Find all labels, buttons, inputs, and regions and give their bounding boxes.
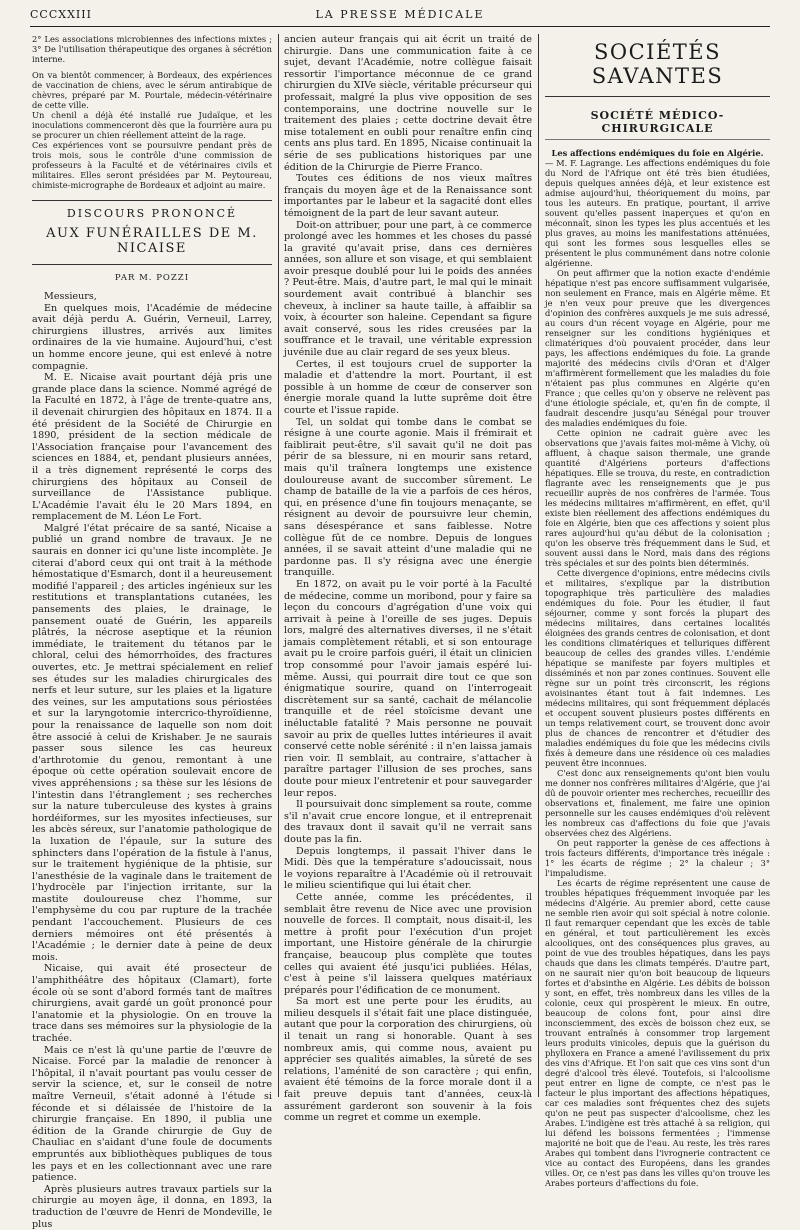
body-paragraph: M. E. Nicaise avait pourtant déjà pris une grande place dans la science. Nommé agrégé de la Faculté en 1872, à l'âge de trente-quatre ans, il devenait chirurgien des hôpitaux en 1874. Il a été président de la Société de Chirurgie en 1890, président de la section médicale de l'Association française pour l'avancement des sciences en 1884, et, pendant plusieurs années, il a très dignement représenté le corps des chirurgiens des hôpitaux au Conseil de surveillance de l'Assistance publique. L'Académie l'avait élu le 20 Mars 1894, en remplacement de M. Léon Le Fort. [32, 372, 272, 523]
running-header [30, 6, 770, 26]
body-paragraph: Cette année, comme les précédentes, il semblait être revenu de Nice avec une provision nouvelle de forces. Il comptait, nous disait-il, les mettre à profit pour l'exécution d'un projet important, une Histoire générale de la chirurgie française, beaucoup plus complète que toutes celles qui avaient été jusqu'ici publiées. Hélas, c'est à peine s'il laissera quelques matériaux préparés pour l'édification de ce monument. [284, 891, 532, 996]
body-paragraph: On peut affirmer que la notion exacte d'endémie hépatique n'est pas encore suffisamment vulgarisée, non seulement en France, mais en Algérie même. Et je n'en veux pour preuve que les divergences d'opinion des confrères auxquels je me suis adressé, au cours d'un récent voyage en Algérie, pour me renseigner sur les conditions hygiéniques et climatériques d'où pouvaient procéder, dans leur pays, les affections endémiques du foie. La grande majorité des médecins civils d'Oran et d'Alger m'affirmèrent formellement que les maladies du foie n'étaient pas plus communes en Algérie qu'en France ; que celles qu'on y observe ne relèvent pas d'une étiologie spéciale, et, qu'en fin de compte, il faudrait descendre jusqu'au Sénégal pour trouver des maladies endémiques du foie. [545, 268, 770, 428]
body-paragraph: Tel, un soldat qui tombe dans le combat se résigne à une courte agonie. Mais il frémirait et faiblirait peut-être, s'il savait qu'il ne doit pas périr de sa blessure, ni en mourir sans retard, mais qu'il traînera longtemps une existence douloureuse avant de succomber sûrement. Le champ de bataille de la vie a parfois de ces héros, qui, en présence d'une fin toujours menaçante, se résignent au devoir de poursuivre leur chemin, sans désespérance et sans faiblesse. Notre collègue fût de ce nombre. Depuis de longues années, il se savait atteint d'une maladie qui ne pardonne pas. Il s'y résigna avec une énergie tranquille. [284, 416, 532, 579]
column-divider [278, 34, 279, 1097]
note-paragraph: 2° Les associations microbiennes des infections mixtes ; 3° De l'utilisation thérapeutique des organes à sécrétion interne. [32, 34, 272, 64]
body-paragraph: Certes, il est toujours cruel de supporter la maladie et d'attendre la mort. Pourtant, il est possible à un homme de cœur de conserver son énergie morale quand la lutte suprême doit être courte et l'issue rapide. [284, 358, 532, 416]
column-2 [284, 34, 532, 1124]
body-paragraph: Sa mort est une perte pour les érudits, au milieu desquels il s'était fait une place distinguée, autant que pour la corporation des chirurgiens, où il tenait un rang si honorable. Quant à ses nombreux amis, qui comme nous, avaient pu apprécier ses qualités aimables, la sûreté de ses relations, l'aménité de son caractère ; qui enfin, avaient été témoins de la force morale dont il a fait preuve depuis tant d'années, ceux-là assurément garderont son souvenir à la fois comme un regret et comme un exemple. [284, 996, 532, 1124]
column-1 [32, 34, 272, 1230]
body-paragraph: On peut rapporter la genèse de ces affections à trois facteurs différents, d'importance très inégale : 1° les écarts de régime ; 2° la chaleur ; 3° l'impaludisme. [545, 838, 770, 878]
section-title: SOCIÉTÉS SAVANTES [545, 34, 770, 97]
body-paragraph: Malgré l'état précaire de sa santé, Nicaise a publié un grand nombre de travaux. Je ne saurais en donner ici qu'une liste incomplète. Je citerai d'abord ceux qui ont trait à la méthode hémostatique d'Esmarch, dont il a heureusement modifié l'appareil ; des articles ingénieux sur les restitutions et transplantations cutanées, les pansements des plaies, le drainage, le pansement ouaté de Guérin, les appareils plâtrés, la nécrose aseptique et la réunion immédiate, le traitement du tétanos par le chloral, celui des hémorrhoïdes, des fractures ouvertes, etc. Je mettrai spécialement en relief ses études sur les maladies chirurgicales des nerfs et leur suture, sur les plaies et la ligature des veines, sur les amputations sous périostées et sur la laryngotomie intercrico-thyroïdienne, pour la renaissance de laquelle son nom doit être associé à celui de Krishaber. Je ne saurais passer sous silence les cas heureux d'arthrotomie du genou, remontant à une époque où cette opération soulevait encore de vives appréhensions ; sa thèse sur les lésions de l'intestin dans l'étranglement ; ses recherches sur la nature tuberculeuse des kystes à grains hordéiformes, sur les myosites infectieuses, sur les abcès séreux, sur l'anatomie pathologique de la luxation de l'épaule, sur la suture des sphincters dans l'opération de la fistule à l'anus, sur le traitement hygiénique de la phtisie, sur l'anesthésie de la vaginale dans le traitement de l'hydrocèle par l'injection irritante, sur la mastite douloureuse chez l'homme, sur l'emphysème du cou par rupture de la trachée pendant l'accouchement. Plusieurs de ces derniers mémoires ont été présentés à l'Académie ; le dernier date à peine de deux mois. [32, 522, 272, 963]
body-paragraph: En quelques mois, l'Académie de médecine avait déjà perdu A. Guérin, Verneuil, Larrey, chirurgiens illustres, arrivés aux limites ordinaires de la vie humaine. Aujourd'hui, c'est un homme encore jeune, qui est enlevé à notre compagnie. [32, 302, 272, 372]
page-number: CCCXXIII [30, 8, 92, 21]
article-title: Les affections endémiques du foie en Algérie. [551, 148, 764, 158]
header-rule [30, 26, 770, 27]
body-paragraph: Toutes ces éditions de nos vieux maîtres français du moyen âge et de la Renaissance sont importantes par le labeur et la sagacité dont elles témoignent de la part de leur savant auteur. [284, 173, 532, 219]
society-heading: SOCIÉTÉ MÉDICO-CHIRURGICALE [545, 109, 770, 140]
speech-title: DISCOURS PRONONCÉ [66, 207, 238, 220]
speech-heading [32, 200, 272, 265]
news-notes [32, 34, 272, 190]
body-paragraph: Il poursuivait donc simplement sa route, comme s'il n'avait crue encore longue, et il entreprenait des travaux dont il savait qu'il ne verrait sans doute pas la fin. [284, 799, 532, 845]
body-paragraph: En 1872, on avait pu le voir porté à la Faculté de médecine, comme un moribond, pour y faire sa leçon du concours d'agrégation d'une voix qui arrivait à peine à l'oreille de ses juges. Depuis lors, malgré des alternatives diverses, il ne s'était jamais complètement rétabli, et si son entourage avait pu le croire parfois guéri, il était un clinicien trop consommé pour l'avoir jamais espéré lui-même. Aussi, qui pourrait dire tout ce que son énigmatique sourire, quand on l'interrogeait discrètement sur sa santé, cachait de mélancolie tranquille et de réel stoïcisme devant une inéluctable fatalité ? Mais personne ne pouvait savoir au prix de quelles luttes intérieures il avait conservé cette noble sérénité : il n'en laissa jamais rien voir. Il semblait, au contraire, s'attacher à paraître partager l'illusion de ses proches, sans doute pour mieux l'entretenir et pour sauvegarder leur repos. [284, 578, 532, 799]
body-paragraph: Messieurs, [44, 291, 97, 302]
column-3 [545, 34, 770, 1188]
body-paragraph: Après plusieurs autres travaux partiels sur la chirurgie au moyen âge, il donna, en 1893, la traduction de l'œuvre de Henri de Mondeville, le plus [32, 1183, 272, 1230]
note-paragraph: Un chenil a déjà été installé rue Judaïque, et les inoculations commenceront dès que la fourrière aura pu se procurer un chien réellement atteint de la rage. [32, 110, 272, 140]
body-paragraph: Cette opinion ne cadrait guère avec les observations que j'avais faites moi-même à Vichy, où affluent, à chaque saison thermale, une grande quantité d'Algériens porteurs d'affections hépatiques. Elle se trouva, du reste, en contradiction flagrante avec les renseignements que je pus recueillir auprès de nos confrères de l'armée. Tous les médecins militaires m'affirmèrent, en effet, qu'il existe bien réellement des affections endémiques du foie en Algérie, bien que ces affections y soient plus rares aujourd'hui qu'au début de la colonisation ; qu'on les observe très fréquemment dans le Sud, et souvent aussi dans le Nord, mais dans des régions très spéciales et sur des points bien déterminés. [545, 428, 770, 568]
body-paragraph: Les écarts de régime représentent une cause de troubles hépatiques fréquemment invoquée par les médecins d'Algérie. Au premier abord, cette cause ne semble rien avoir qui soit spécial à notre colonie. Il faut remarquer cependant que les excès de table en général, et tout particulièrement les excès alcooliques, ont des conséquences plus graves, au point de vue des troubles hépatiques, dans les pays chauds que dans les climats tempérés. D'autre part, on ne saurait nier qu'on boit beaucoup de liqueurs fortes et d'absinthe en Algérie. Les débits de boisson y sont, en effet, très nombreux dans les villes de la colonie, ceux qui prospèrent le mieux. En outre, beaucoup de colons font, pour ainsi dire inconsciemment, des excès de boisson chez eux, se trouvant entraînés à consommer trop largement leurs produits vinicoles, depuis que la guérison du phylloxera en France a amené l'avilissement du prix des vins d'Afrique. Et l'on sait que ces vins sont d'un degré d'alcool très élevé. Toutefois, si l'alcoolisme peut entrer en ligne de compte, ce n'est pas le facteur le plus important des affections hépatiques, car ces maladies sont fréquentes chez des sujets qu'on ne peut pas suspecter d'alcoolisme, chez les Arabes. L'indigène est très attaché à sa religion, qui lui défend les boissons fermentées ; l'immense majorité ne boit que de l'eau. Au reste, les très rares Arabes qui tombent dans l'ivrognerie contractent ce vice au contact des Européens, dans les grandes villes. Or, ce n'est pas dans les villes qu'on trouve les Arabes porteurs d'affections du foie. [545, 878, 770, 1188]
body-paragraph: C'est donc aux renseignements qu'ont bien voulu me donner nos confrères militaires d'Algérie, que j'ai dû de pouvoir orienter mes recherches, recueillir des observations et, finalement, me faire une opinion personnelle sur les causes endémiques d'où relèvent les nombreux cas d'affections du foie que j'avais observées chez des Algériens. [545, 768, 770, 838]
column-divider [538, 34, 539, 1097]
note-paragraph: On va bientôt commencer, à Bordeaux, des expériences de vaccination de chiens, avec le sérum antirabique de chèvres, préparé par M. Pourtale, médecin-vétérinaire de cette ville. [32, 70, 272, 110]
body-paragraph: Depuis longtemps, il passait l'hiver dans le Midi. Dès que la température s'adoucissait, nous le voyions reparaître à l'Académie où il retrouvait le milieu scientifique qui lui était cher. [284, 845, 532, 892]
speech-subtitle: AUX FUNÉRAILLES DE M. NICAISE [46, 226, 258, 256]
body-paragraph: ancien auteur français qui ait écrit un traité de chirurgie. Dans une communication faite à ce sujet, devant l'Académie, notre collègue faisait ressortir l'importance méconnue de ce grand chirurgien du XIVe siècle, véritable précurseur qui professait, malgré la plus vive opposition de ses contemporains, une doctrine nouvelle sur le traitement des plaies ; cette doctrine devait être mise totalement en oubli pour renaître enfin cinq cents ans plus tard. En 1895, Nicaise continuait la série de ses publications historiques par une édition de la Chirurgie de Pierre Franco. [284, 34, 532, 173]
body-paragraph: Cette divergence d'opinions, entre médecins civils et militaires, s'explique par la distribution topographique très particulière des maladies endémiques du foie. Pour les étudier, il faut séjourner, comme y sont forcés la plupart des médecins militaires, dans certaines localités éloignées des grands centres de colonisation, et dont les conditions climatériques et telluriques diffèrent beaucoup de celles des grandes villes. L'endémie hépatique se manifeste par foyers multiples et disséminés et non par zones continues. Souvent elle règne sur un point très circonscrit, les régions avoisinantes étant tout à fait indemnes. Les médecins militaires, qui sont fréquemment déplacés et occupent souvent plusieurs postes différents en un temps relativement court, se trouvent donc avoir plus de chances de rencontrer et d'étudier des maladies endémiques du foie que les médecins civils fixés à demeure dans une résidence où ces maladies peuvent être inconnues. [545, 568, 770, 768]
body-paragraph: — M. F. Lagrange. Les affections endémiques du foie du Nord de l'Afrique ont été très bien étudiées, depuis quelques années déjà, et leur existence est admise aujourd'hui, théoriquement du moins, par tous les auteurs. En pratique, pourtant, il arrive souvent qu'elles passent inaperçues et qu'on en méconnaît, sinon les types les plus accentués et les plus graves, au moins les manifestations atténuées, qui sont les formes sous lesquelles elles se présentent le plus communément dans notre colonie algérienne. [545, 158, 770, 268]
body-paragraph: Mais ce n'est là qu'une partie de l'œuvre de Nicaise. Forcé par la maladie de renoncer à l'hôpital, il n'avait pourtant pas voulu cesser de servir la science, et, sur le conseil de notre maître Verneuil, s'était adonné à l'étude si féconde et si délaissée de l'histoire de la chirurgie française. En 1890, il publia une édition de la Grande chirurgie de Guy de Chauliac en s'aidant d'une foule de documents empruntés aux bibliothèques publiques de tous les pays et en les collectionnant avec une rare patience. [32, 1044, 272, 1184]
body-paragraph: Doit-on attribuer, pour une part, à ce commerce prolongé avec les hommes et les choses du passé la gravité qu'avait prise, dans ces dernières années, son allure et son visage, et qui semblaient avoir presque doublé pour lui le poids des années ? Peut-être. Mais, d'autre part, le mal qui le minait sourdement avait contribué à blanchir ses cheveux, à incliner sa haute taille, à affaiblir sa voix, à écourter son haleine. Cependant sa figure avait conservé, sous les rides creusées par la souffrance et le travail, une véritable expression juvénile due au clair regard de ses yeux bleus. [284, 219, 532, 359]
journal-title: LA PRESSE MÉDICALE [315, 8, 485, 21]
note-paragraph: Ces expériences vont se poursuivre pendant près de trois mois, sous le contrôle d'une commission de professeurs à la Faculté et de vétérinaires civils et militaires. Elles seront présidées par M. Peytoureau, chimiste-micrographe de Bordeaux et adjoint au maire. [32, 140, 272, 190]
byline: PAR M. POZZI [114, 273, 190, 283]
body-paragraph: Nicaise, qui avait été prosecteur de l'amphithéâtre des hôpitaux (Clamart), forte école où se sont d'abord formés tant de maîtres chirurgiens, avait gardé un goût prononcé pour l'anatomie et la physiologie. On en trouve la trace dans ses mémoires sur la physiologie de la trachée. [32, 963, 272, 1044]
